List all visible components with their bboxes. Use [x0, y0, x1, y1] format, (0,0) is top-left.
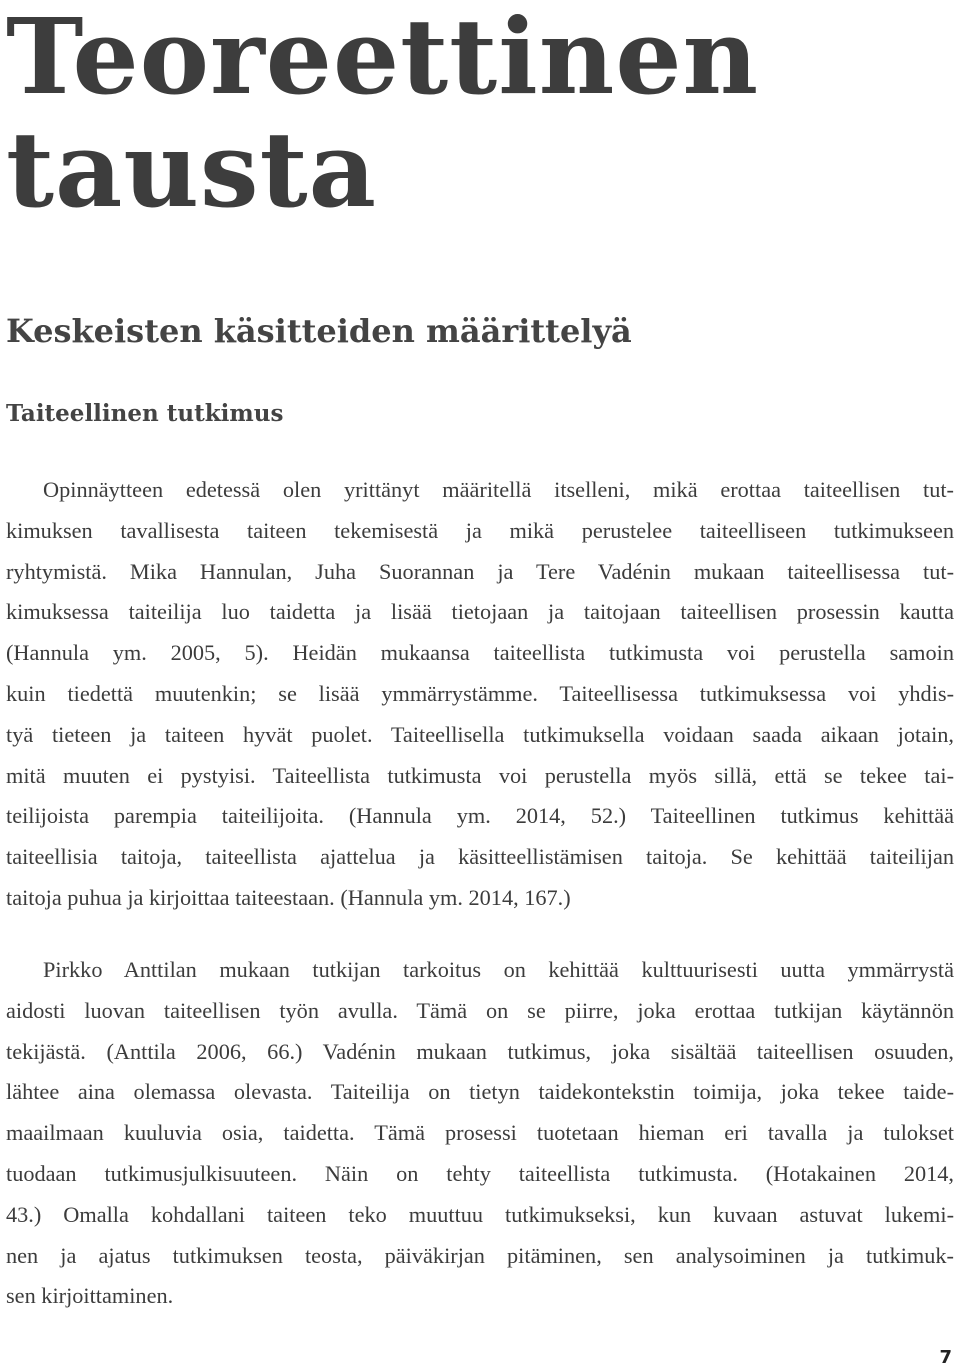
text-line: Pirkko Anttilan mukaan tutkijan tarkoitus on kehittää kulttuurisesti uutta ymmärrystä [43, 957, 954, 982]
text-line: Opinnäytteen edetessä olen yrittänyt määritellä itselleni, mikä erottaa taiteellisen tut- [43, 477, 954, 502]
subsection-heading: Taiteellinen tutkimus [6, 400, 284, 427]
text-line: teilijoista parempia taiteilijoita. (Hannula ym. 2014, 52.) Taiteellinen tutkimus kehittää [6, 803, 954, 829]
text-line: maailmaan kuuluvia osia, taidetta. Tämä prosessi tuotetaan hieman eri tavalla ja tulokset [6, 1120, 954, 1146]
title-line: tausta [6, 108, 378, 231]
body-paragraph [6, 470, 954, 919]
text-line: tekijästä. (Anttila 2006, 66.) Vadénin mukaan tutkimus, joka sisältää taiteellisen osuuden, [6, 1038, 954, 1064]
text-line: lähtee aina olemassa olevasta. Taiteilija on tietyn taidekontekstin toimija, joka tekee taide- [6, 1079, 954, 1105]
text-line: mitä muuten ei pystyisi. Taiteellista tutkimusta voi perustella myös sillä, että se tekee tai- [6, 762, 954, 788]
text-line: taitoja puhua ja kirjoittaa taiteestaan. (Hannula ym. 2014, 167.) [6, 884, 571, 910]
text-line: kimuksessa taiteilija luo taidetta ja lisää tietojaan ja taitojaan taiteellisen prosessin kautta [6, 599, 954, 625]
text-line: aidosti luovan taiteellisen työn avulla. Tämä on se piirre, joka erottaa tutkijan käytännön [6, 997, 954, 1023]
text-line: nen ja ajatus tutkimuksen teosta, päiväkirjan pitäminen, sen analysoiminen ja tutkimuk- [6, 1242, 954, 1268]
page-number: 7 [939, 1347, 952, 1368]
page-title [6, 0, 946, 231]
text-line: sen kirjoittaminen. [6, 1283, 174, 1309]
text-line: ryhtymistä. Mika Hannulan, Juha Suorannan ja Tere Vadénin mukaan taiteellisessa tut- [6, 558, 954, 584]
text-line: taiteellisia taitoja, taiteellista ajattelua ja käsitteellistämisen taitoja. Se kehittää taiteilijan [6, 844, 954, 870]
text-line: kimuksen tavallisesta taiteen tekemisestä ja mikä perustelee taiteelliseen tutkimukseen [6, 517, 954, 543]
text-line: kuin tiedettä muutenkin; se lisää ymmärrystämme. Taiteellisessa tutkimuksessa voi yhdis- [6, 680, 954, 706]
title-line: Teoreettinen [6, 0, 760, 118]
text-line: tuodaan tutkimusjulkisuuteen. Näin on tehty taiteellista tutkimusta. (Hotakainen 2014, [6, 1160, 954, 1186]
text-line: tyä tieteen ja taiteen hyvät puolet. Taiteellisella tutkimuksella voidaan saada aikaan jotain, [6, 721, 954, 747]
text-line: (Hannula ym. 2005, 5). Heidän mukaansa taiteellista tutkimusta voi perustella samoin [6, 640, 954, 666]
body-paragraph [6, 950, 954, 1317]
text-line: 43.) Omalla kohdallani taiteen teko muuttuu tutkimukseksi, kun kuvaan astuvat lukemi- [6, 1201, 954, 1227]
section-heading: Keskeisten käsitteiden määrittelyä [6, 312, 632, 350]
